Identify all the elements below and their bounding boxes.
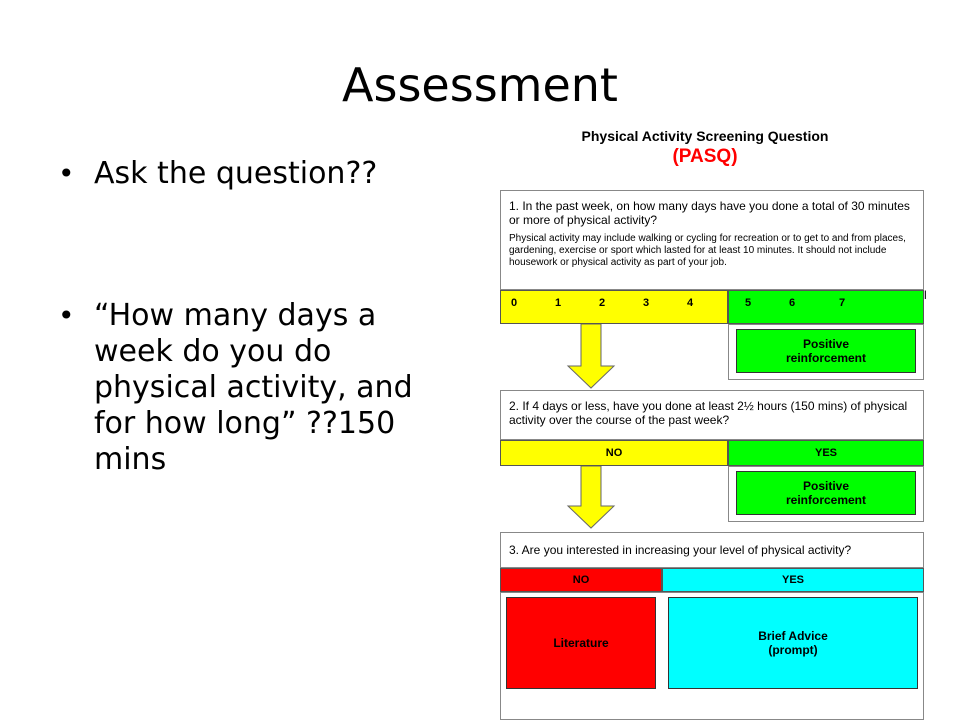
- q3-no-bar: NO: [500, 568, 662, 592]
- bullet-item: • “How many days a week do you do physical activity, and for how long” ??150 mins: [58, 298, 458, 478]
- question-1-note: Physical activity may include walking or cycling for recreation or to get to and from places, gardening, exercise or sport which lasted for at least 10 minutes. It should not include housework or physical activity as part of your job.: [509, 233, 906, 268]
- q2-yes-bar: YES: [728, 440, 924, 466]
- pasq-flowchart: [480, 120, 960, 720]
- question-3-box: [500, 532, 924, 568]
- question-2-text: 2. If 4 days or less, have you done at least 2½ hours (150 mins) of physical activity over the course of the past week?: [509, 399, 908, 427]
- question-1-text: 1. In the past week, on how many days have you done a total of 30 minutes or more of physical activity?: [509, 199, 910, 227]
- scale-value: 6: [789, 297, 796, 309]
- brief-advice-label: Brief Advice: [758, 629, 828, 643]
- positive-reinforcement-2: Positive reinforcement: [736, 471, 916, 515]
- scale-value: 5: [745, 297, 752, 309]
- scale-high-bar: [728, 290, 924, 324]
- question-3-text: 3. Are you interested in increasing your level of physical activity?: [509, 543, 852, 557]
- scale-value: 4: [687, 297, 694, 309]
- scale-value: 2: [599, 297, 606, 309]
- scale-value: 7: [839, 297, 846, 309]
- pasq-acronym: (PASQ): [672, 146, 738, 167]
- down-arrow-icon: [566, 466, 616, 532]
- scale-value: 0: [511, 297, 518, 309]
- bullet-list: [58, 156, 458, 478]
- positive-reinforcement-1: Positive reinforcement: [736, 329, 916, 373]
- edge-mark: l: [924, 288, 927, 302]
- brief-advice-box: [668, 597, 918, 689]
- question-1-box: [500, 190, 924, 290]
- down-arrow-icon: [566, 324, 616, 390]
- pasq-title: Physical Activity Screening Question: [581, 128, 829, 144]
- bullet-item: • Ask the question??: [58, 156, 458, 192]
- literature-box: Literature: [506, 597, 656, 689]
- q3-yes-bar: YES: [662, 568, 924, 592]
- question-2-box: [500, 390, 924, 440]
- scale-low-bar: [500, 290, 728, 324]
- scale-value: 1: [555, 297, 562, 309]
- q2-no-bar: NO: [500, 440, 728, 466]
- slide-title: Assessment: [342, 58, 618, 112]
- scale-value: 3: [643, 297, 650, 309]
- prompt-label: (prompt): [768, 643, 818, 657]
